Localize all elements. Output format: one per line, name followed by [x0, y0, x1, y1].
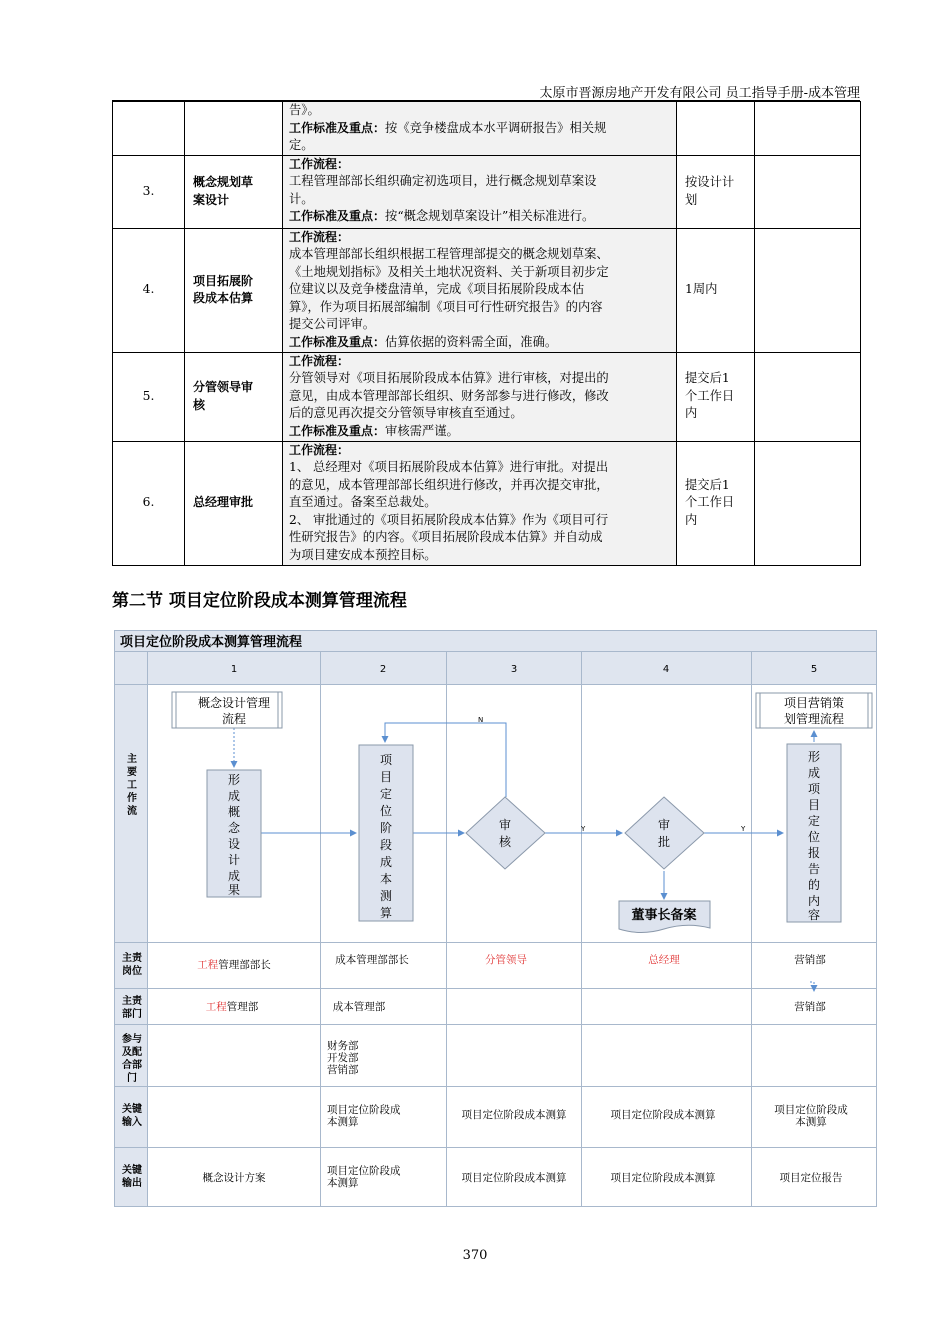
- cost-estimate-node: [359, 745, 413, 921]
- step-name: 概念规划草 案设计: [185, 155, 283, 228]
- dept-col1: 工程管理部: [205, 1001, 259, 1013]
- column-number: 5: [810, 664, 818, 675]
- svg-text:合部: 合部: [122, 1060, 142, 1071]
- svg-text:目: 目: [807, 798, 821, 812]
- svg-text:输出: 输出: [122, 1178, 142, 1189]
- svg-text:主责: 主责: [122, 996, 142, 1007]
- column-number: 2: [379, 664, 387, 675]
- input-col5: 项目定位阶段成: [774, 1104, 848, 1116]
- dept-col2: 成本管理部: [332, 1001, 386, 1013]
- svg-text:输入: 输入: [122, 1117, 142, 1128]
- description-cell: 工作流程： 成本管理部部长组织根据工程管理部提交的概念规划草案、 《土地规划指标》及相关土地状况资料、关于新项目初步定 位建议以及竞争楼盘清单，完成《项目拓展阶段成本估 算》，作为项目拓展部编制《项目可行性研究报告》的内容 提交公司评审。 工作标准及重点：估算依据的资料需全面，准确。: [283, 228, 677, 352]
- output-col4: 项目定位阶段成本测算: [610, 1172, 716, 1184]
- svg-text:成: 成: [227, 869, 241, 883]
- svg-text:批: 批: [657, 835, 671, 849]
- dept-col5: 营销部: [794, 1001, 826, 1013]
- svg-text:成: 成: [227, 789, 241, 803]
- svg-text:开发部: 开发部: [327, 1052, 359, 1064]
- svg-text:概念设计管理: 概念设计管理: [197, 696, 271, 710]
- description-cell: 告》。 工作标准及重点：按《竞争楼盘成本水平调研报告》相关规 定。: [283, 102, 677, 156]
- svg-text:计: 计: [227, 853, 241, 867]
- svg-text:主责: 主责: [122, 953, 142, 964]
- label-yes: Y: [581, 825, 586, 833]
- svg-text:定: 定: [379, 787, 393, 801]
- output-col5: 项目定位报告: [779, 1172, 843, 1184]
- label-no: N: [478, 716, 484, 724]
- svg-text:项: 项: [807, 782, 821, 796]
- svg-text:成: 成: [379, 855, 393, 869]
- description-cell: 工作流程： 工程管理部部长组织确定初选项目，进行概念规划草案设 计。 工作标准及重点：按“概念规划草案设计”相关标准进行。: [283, 155, 677, 228]
- table-row: 6. 总经理审批 工作流程： 1、 总经理对《项目拓展阶段成本估算》进行审批。对提出 的意见，成本管理部部长组织进行修改，并再次提交审批， 直至通过。备案至总裁处。 2、 审批通过的《项目拓展阶段成本估算》作为《项目可行 性研究报告》的内容。《项目拓展阶段成本估算》并自动成 为项目建安成本预控目标。 提交后1 个工作日 内: [113, 441, 861, 565]
- post-col5: 营销部: [794, 954, 826, 966]
- svg-text:位: 位: [807, 830, 821, 844]
- svg-text:门: 门: [127, 1073, 137, 1084]
- svg-text:果: 果: [227, 883, 241, 897]
- input-col2: 本测算: [327, 1116, 359, 1128]
- post-col4: 总经理: [648, 954, 680, 966]
- svg-text:容: 容: [807, 908, 821, 922]
- step-name: 项目拓展阶 段成本估算: [185, 228, 283, 352]
- page-header: 太原市晋源房地产开发有限公司 员工指导手册-成本管理: [539, 86, 860, 101]
- post-col3: 分管领导: [485, 954, 527, 966]
- svg-text:要: 要: [127, 767, 137, 778]
- svg-text:项目营销策: 项目营销策: [783, 696, 845, 710]
- svg-text:目: 目: [379, 770, 393, 784]
- svg-text:工: 工: [127, 780, 137, 791]
- duration-cell: 按设计计 划: [677, 155, 755, 228]
- svg-text:定: 定: [807, 814, 821, 828]
- process-table: [112, 101, 861, 566]
- svg-text:流程: 流程: [221, 712, 247, 726]
- positioning-report-node: [787, 744, 841, 922]
- svg-text:概: 概: [227, 805, 241, 819]
- svg-text:的: 的: [807, 878, 821, 892]
- flowchart: [114, 630, 878, 1208]
- input-col3: 项目定位阶段成本测算: [461, 1109, 567, 1121]
- table-row: 3. 概念规划草 案设计 工作流程： 工程管理部部长组织确定初选项目，进行概念规划草案设 计。 工作标准及重点：按“概念规划草案设计”相关标准进行。 按设计计 划: [113, 155, 861, 228]
- page-number: 370: [462, 1248, 488, 1263]
- output-col3: 项目定位阶段成本测算: [461, 1172, 567, 1184]
- svg-text:董事长备案: 董事长备案: [631, 908, 697, 923]
- column-number: 3: [510, 664, 518, 675]
- table-row: 5. 分管领导审 核 工作流程： 分管领导对《项目拓展阶段成本估算》进行审核，对提出的 意见，由成本管理部部长组织、财务部参与进行修改，修改 后的意见再次提交分管领导审核直至通过。 工作标准及重点：审核需严谨。 提交后1 个工作日 内: [113, 352, 861, 441]
- svg-text:告: 告: [807, 862, 821, 876]
- column-number: 1: [230, 664, 238, 675]
- svg-text:划管理流程: 划管理流程: [783, 712, 845, 726]
- svg-text:参与: 参与: [122, 1034, 142, 1045]
- svg-text:形: 形: [227, 773, 241, 787]
- column-header-bar: [115, 652, 876, 684]
- svg-text:设: 设: [227, 837, 241, 851]
- table-row-continuation: [113, 102, 861, 156]
- concept-result-node: [207, 770, 261, 897]
- column-number: 4: [662, 664, 670, 675]
- svg-text:项: 项: [379, 753, 393, 767]
- post-col1: 工程管理部部长: [197, 959, 271, 971]
- concept-design-flow-node: [172, 692, 282, 728]
- svg-text:作: 作: [127, 793, 137, 804]
- output-col2: 本测算: [327, 1177, 359, 1189]
- svg-text:成: 成: [807, 766, 821, 780]
- marketing-flow-node: [756, 693, 872, 728]
- svg-text:关键: 关键: [122, 1104, 142, 1115]
- label-yes: Y: [741, 825, 746, 833]
- flowchart-title: 项目定位阶段成本测算管理流程: [120, 635, 303, 650]
- description-cell: 工作流程： 1、 总经理对《项目拓展阶段成本估算》进行审批。对提出 的意见，成本管理部部长组织进行修改，并再次提交审批， 直至通过。备案至总裁处。 2、 审批通过的《项目拓展阶段成本估算》作为《项目可行 性研究报告》的内容。《项目拓展阶段成本估算》并自动成 为项目建安成本预控目标。: [283, 441, 677, 565]
- svg-text:主: 主: [127, 754, 137, 765]
- input-col2: 项目定位阶段成: [327, 1104, 401, 1116]
- input-col4: 项目定位阶段成本测算: [610, 1109, 716, 1121]
- table-row: 4. 项目拓展阶 段成本估算 工作流程： 成本管理部部长组织根据工程管理部提交的概念规划草案、 《土地规划指标》及相关土地状况资料、关于新项目初步定 位建议以及竞争楼盘清单，完成《项目拓展阶段成本估 算》，作为项目拓展部编制《项目可行性研究报告》的内容 提交公司评审。 工作标准及重点：估算依据的资料需全面，准确。 1周内: [113, 228, 861, 352]
- svg-text:营销部: 营销部: [327, 1064, 359, 1076]
- svg-text:审: 审: [498, 818, 512, 832]
- description-cell: 工作流程： 分管领导对《项目拓展阶段成本估算》进行审核，对提出的 意见，由成本管理部部长组织、财务部参与进行修改，修改 后的意见再次提交分管领导审核直至通过。 工作标准及重点：审核需严谨。: [283, 352, 677, 441]
- svg-text:报: 报: [807, 846, 821, 860]
- step-name: 分管领导审 核: [185, 352, 283, 441]
- row-label-main: [127, 752, 137, 817]
- svg-text:段: 段: [379, 838, 393, 852]
- svg-text:内: 内: [807, 894, 821, 908]
- step-name: 总经理审批: [185, 441, 283, 565]
- svg-text:及配: 及配: [122, 1047, 142, 1058]
- participating-dept-row: [327, 1039, 359, 1076]
- duration-cell: 提交后1 个工作日 内: [677, 352, 755, 441]
- svg-text:算: 算: [379, 906, 393, 920]
- duration-cell: 提交后1 个工作日 内: [677, 441, 755, 565]
- section-title: 第二节 项目定位阶段成本测算管理流程: [112, 591, 407, 611]
- input-col5: 本测算: [795, 1116, 827, 1128]
- svg-text:岗位: 岗位: [122, 966, 142, 977]
- post-col2: 成本管理部部长: [335, 954, 409, 966]
- svg-text:位: 位: [379, 804, 393, 818]
- svg-text:关键: 关键: [122, 1165, 142, 1176]
- output-col1: 概念设计方案: [202, 1172, 266, 1184]
- svg-text:测: 测: [379, 889, 393, 903]
- duration-cell: 1周内: [677, 228, 755, 352]
- svg-text:部门: 部门: [122, 1009, 142, 1020]
- svg-text:核: 核: [498, 835, 512, 849]
- svg-text:流: 流: [127, 806, 137, 817]
- svg-text:形: 形: [807, 750, 821, 764]
- svg-text:念: 念: [227, 821, 241, 835]
- svg-text:本: 本: [379, 872, 393, 886]
- svg-text:阶: 阶: [379, 821, 393, 835]
- output-col2: 项目定位阶段成: [327, 1165, 401, 1177]
- svg-text:财务部: 财务部: [327, 1040, 359, 1052]
- svg-text:审: 审: [657, 818, 671, 832]
